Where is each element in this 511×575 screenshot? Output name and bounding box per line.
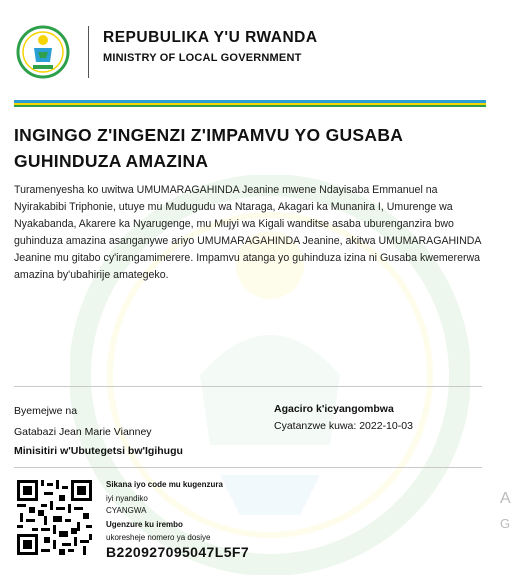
edge-text-g: G bbox=[500, 516, 511, 531]
signature-divider bbox=[14, 386, 482, 387]
header-divider bbox=[88, 26, 89, 78]
verify-document-label: iyi nyandiko bbox=[106, 494, 148, 503]
qr-code-icon bbox=[17, 480, 92, 555]
or-label: CYANGWA bbox=[106, 506, 147, 515]
footer-divider bbox=[14, 467, 482, 468]
scan-instruction: Sikana iyo code mu kugenzura bbox=[106, 480, 223, 489]
edge-text-a: A bbox=[500, 490, 511, 507]
dossier-number-label: ukoresheje nomero ya dosiye bbox=[106, 533, 211, 542]
approver-title: Minisitiri w'Ubutegetsi bw'Igihugu bbox=[14, 445, 183, 457]
dossier-code: B220927095047L5F7 bbox=[106, 544, 250, 560]
approved-by-label: Byemejwe na bbox=[14, 405, 78, 417]
republic-name: REPUBULIKA Y'U RWANDA bbox=[103, 29, 318, 46]
validity-label: Agaciro k'icyangombwa bbox=[274, 403, 394, 415]
flag-stripe bbox=[14, 100, 486, 107]
document-body: Turamenyesha ko uwitwa UMUMARAGAHINDA Jeanine mwene Ndayisaba Emmanuel na Nyirakabibi Triphonie, utuye mu Mudugudu wa Ntaraga, Akagari ka Munanira I, Umurenge wa Nyakabanda, Akarere ka Nyarugenge, mu Mujyi wa Kigali wanditse asaba uburenganzira bwo guhinduza amazina asanganywe ariyo UMUMARAGAHINDA Jeanine, akitwa UMUMARAGAHINDA Jeanine mu gitabo cy'irangamimerere. Impamvu atanga yo guhinduza izina ni Gusaba kwemererwa amazina by'ubahirije amategeko. bbox=[14, 184, 481, 281]
approver-name: Gatabazi Jean Marie Vianney bbox=[14, 426, 152, 438]
document-title: INGINGO Z'INGENZI Z'IMPAMVU YO GUSABA GUHINDUZA AMAZINA bbox=[14, 125, 403, 171]
irembo-verify-label: Ugenzure ku irembo bbox=[106, 520, 183, 529]
ministry-name: MINISTRY OF LOCAL GOVERNMENT bbox=[103, 52, 302, 64]
coat-of-arms-icon bbox=[16, 24, 70, 80]
issue-date: Cyatanzwe kuwa: 2022-10-03 bbox=[274, 420, 413, 432]
